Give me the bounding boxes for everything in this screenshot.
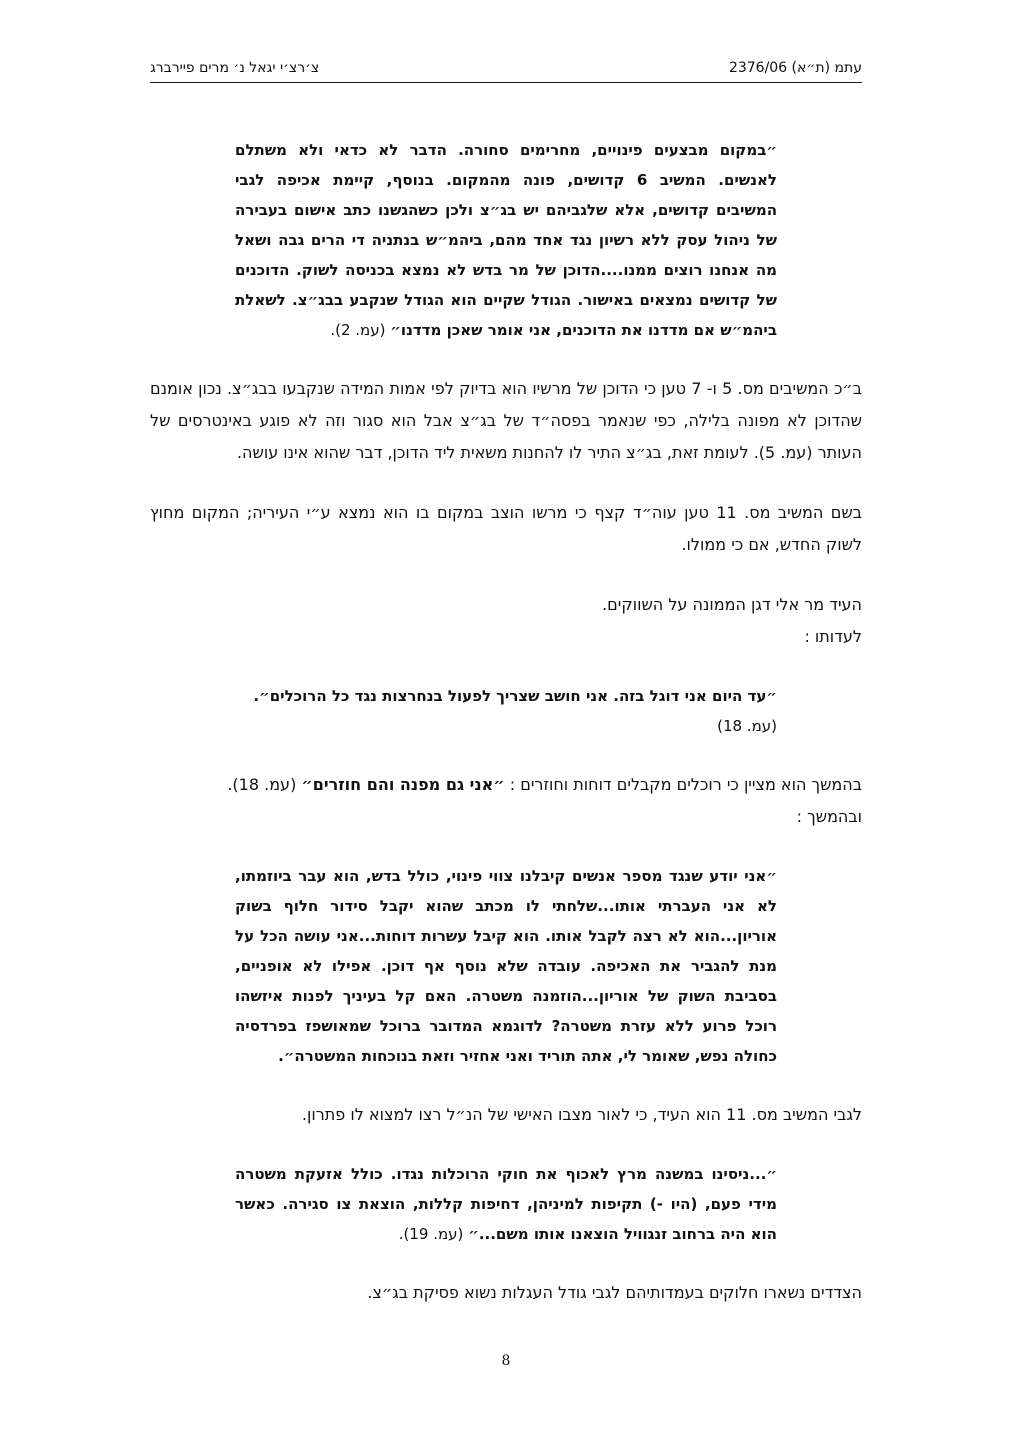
quote-block-4 bbox=[235, 1159, 777, 1249]
quote-block-3 bbox=[235, 861, 777, 1071]
quote-block-2 bbox=[235, 681, 777, 741]
case-title: צ׳רצ׳י יגאל נ׳ מרים פיירברג bbox=[150, 60, 320, 76]
quote-block-1 bbox=[235, 135, 777, 345]
paragraph-1: ב״כ המשיבים מס. 5 ו- 7 טען כי הדוכן של מרשיו הוא בדיוק לפי אמות המידה שנקבעו בבג״צ. נכון אומנם שהדוכן לא מפונה בלילה, כפי שנאמר בפסה״ד של בג״צ אבל הוא סגור וזה לא פוגע באינטרסים של העותר (עמ. 5). לעומת זאת, בג״צ התיר לו להחנות משאית ליד הדוכן, דבר שהוא אינו עושה. bbox=[150, 379, 862, 462]
paragraph-4 bbox=[150, 769, 862, 801]
quote-1-text: ״במקום מבצעים פינויים, מחרימים סחורה. הדבר לא כדאי ולא משתלם לאנשים. המשיב 6 קדושים, פונה מהמקום. בנוסף, קיימת אכיפה לגבי המשיבים קדושים, אלא שלגביהם יש בג״צ ולכן כשהגשנו כתב אישום בעבירה של ניהול עסק ללא רשיון נגד אחד מהם, ביהמ״ש בנתניה די הרים גבה ושאל מה אנחנו רוצים ממנו....הדוכן של מר בדש לא נמצא בכניסה לשוק. הדוכנים של קדושים נמצאים באישור. הגודל שקיים הוא הגודל שנקבע בבג״צ. לשאלת ביהמ״ש אם מדדנו את הדוכנים, אני אומר שאכן מדדנו״ bbox=[235, 141, 777, 339]
document-body bbox=[150, 135, 862, 1309]
quote-1-ref: (עמ. 2). bbox=[330, 321, 386, 339]
case-number: עתמ (ת״א) 2376/06 bbox=[728, 60, 862, 76]
paragraph-4-before: בהמשך הוא מציין כי רוכלים מקבלים דוחות וחוזרים : bbox=[504, 775, 862, 794]
paragraph-4-after: (עמ. 18). bbox=[227, 775, 302, 794]
quote-4-ref: (עמ. 19). bbox=[398, 1225, 464, 1243]
quote-2-text: ״עד היום אני דוגל בזה. אני חושב שצריך לפעול בנחרצות נגד כל הרוכלים״. bbox=[253, 687, 777, 705]
quote-4-text: ״...ניסינו במשנה מרץ לאכוף את חוקי הרוכלות נגדו. כולל אזעקת משטרה מידי פעם, (היו -) תקיפות למיניהן, דחיפות קללות, הוצאת צו סגירה. כאשר הוא היה ברחוב זנגוויל הוצאנו אותו משם...״ bbox=[235, 1165, 777, 1243]
paragraph-3-line-1: העיד מר אלי דגן הממונה על השווקים. bbox=[602, 595, 862, 614]
paragraph-3-line-2: לעדותו : bbox=[804, 627, 862, 646]
paragraph-5: לגבי המשיב מס. 11 הוא העיד, כי לאור מצבו האישי של הנ״ל רצו למצוא לו פתרון. bbox=[301, 1105, 862, 1124]
paragraph-4-bold: ״אני גם מפנה והם חוזרים״ bbox=[301, 775, 505, 794]
page-header bbox=[150, 56, 862, 83]
quote-2-ref: (עמ. 18) bbox=[717, 717, 777, 735]
paragraph-4-line-2: ובהמשך : bbox=[796, 807, 862, 826]
quote-3-text: ״אני יודע שנגד מספר אנשים קיבלנו צווי פינוי, כולל בדש, הוא עבר ביוזמתו, לא אני העברתי אותו...שלחתי לו מכתב שהוא יקבל סידור חלוף בשוק אוריון...הוא לא רצה לקבל אותו. הוא קיבל עשרות דוחות...אני עושה הכל על מנת להגביר את האכיפה. עובדה שלא נוסף אף דוכן. אפילו לא אופניים, בסביבת השוק של אוריון...הוזמנה משטרה. האם קל בעיניך לפנות איזשהו רוכל פרוע ללא עזרת משטרה? לדוגמא המדובר ברוכל שמאושפז בפרדסיה כחולה נפש, שאומר לי, אתה תוריד ואני אחזיר וזאת בנוכחות המשטרה״. bbox=[235, 867, 777, 1065]
paragraph-6: הצדדים נשארו חלוקים בעמדותיהם לגבי גודל העגלות נשוא פסיקת בג״צ. bbox=[367, 1283, 862, 1302]
page-number: 8 bbox=[501, 1353, 511, 1369]
paragraph-2: בשם המשיב מס. 11 טען עוה״ד קצף כי מרשו הוצב במקום בו הוא נמצא ע״י העיריה; המקום מחוץ לשוק החדש, אם כי ממולו. bbox=[150, 503, 863, 554]
